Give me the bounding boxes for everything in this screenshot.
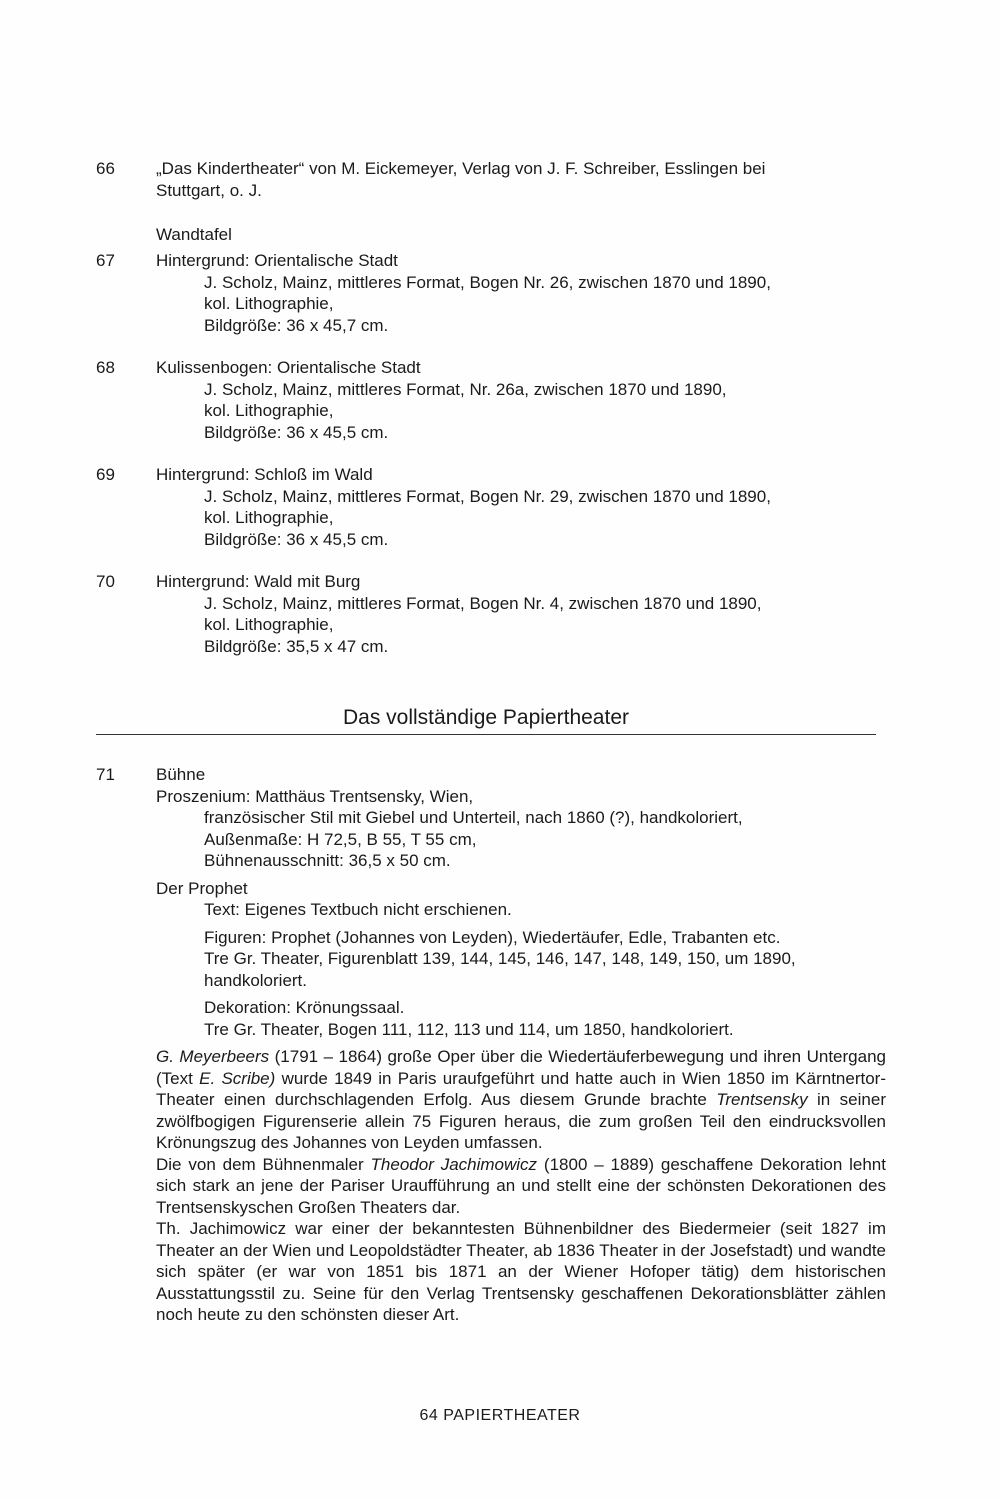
entry-number: 67 [96, 251, 115, 270]
paragraph-meyerbeer [156, 1046, 886, 1154]
entry-detail: kol. Lithographie, [204, 401, 334, 420]
entry-detail: Außenmaße: H 72,5, B 55, T 55 cm, [204, 829, 477, 849]
opera-title: Der Prophet [156, 878, 248, 898]
paragraph-jachimowicz [156, 1154, 886, 1219]
entry-title: Hintergrund: Wald mit Burg [156, 572, 361, 591]
entry-number: 68 [96, 358, 115, 377]
figuren-line: Figuren: Prophet (Johannes von Leyden), Wiedertäufer, Edle, Trabanten etc. [204, 927, 781, 947]
proszenium-line: Proszenium: Matthäus Trentsensky, Wien, [156, 786, 474, 806]
section-heading: Das vollständige Papiertheater [342, 706, 629, 729]
entry-text-line: „Das Kindertheater“ von M. Eickemeyer, Verlag von J. F. Schreiber, Esslingen bei [156, 159, 766, 178]
entry-number: 70 [96, 572, 115, 591]
entry-body [156, 250, 886, 336]
entry-number: 66 [96, 159, 115, 178]
entry-detail: Bildgröße: 36 x 45,7 cm. [204, 315, 389, 335]
entry-detail: französischer Stil mit Giebel und Unterteil, nach 1860 (?), handkoloriert, [204, 808, 743, 827]
entry-body [156, 357, 886, 443]
entry-body [156, 464, 886, 550]
entry-detail: J. Scholz, Mainz, mittleres Format, Bogen Nr. 4, zwischen 1870 und 1890, [204, 593, 762, 613]
entry-body [156, 764, 886, 1326]
entry-title: Hintergrund: Schloß im Wald [156, 465, 373, 484]
entry-detail: kol. Lithographie, [204, 294, 334, 313]
dekoration-line: Tre Gr. Theater, Bogen 111, 112, 113 und 114, um 1850, handkoloriert. [204, 1019, 734, 1039]
entry-body [156, 158, 886, 201]
paragraph-text: in seiner zwölfbogigen Figurenserie allein 75 Figuren heraus, die zum großen Teil den eindrucksvollen Krönungszug des Johannes von Leyden umfassen. [156, 1090, 886, 1152]
entry-detail: J. Scholz, Mainz, mittleres Format, Bogen Nr. 26, zwischen 1870 und 1890, [204, 272, 771, 292]
paragraph-text: (1800 – 1889) geschaffene Dekoration lehnt sich stark an jene der Pariser Uraufführung an und stellt eine der schönsten Dekorationen des Trentsenskyschen Großen Theaters dar. [156, 1154, 886, 1217]
entry-number: 71 [96, 765, 115, 784]
entry-detail: kol. Lithographie, [204, 508, 334, 527]
entry-number: 69 [96, 465, 115, 484]
entry-detail: J. Scholz, Mainz, mittleres Format, Nr. 26a, zwischen 1870 und 1890, [204, 379, 727, 399]
paragraph-text: Die von dem Bühnenmaler [156, 1154, 371, 1174]
entry-detail: Bühnenausschnitt: 36,5 x 50 cm. [204, 851, 451, 870]
entry-text-line [156, 180, 886, 202]
paragraph-text: wurde 1849 in Paris uraufgeführt und hatte auch in Wien 1850 im Kärntnertor-Theater einen durchschlagenden Erfolg. Aus diesem Grunde brachte [156, 1068, 886, 1109]
entry-detail: kol. Lithographie, [204, 615, 334, 634]
entry-detail: J. Scholz, Mainz, mittleres Format, Bogen Nr. 29, zwischen 1870 und 1890, [204, 486, 771, 506]
entry-detail: Bildgröße: 36 x 45,5 cm. [204, 422, 389, 442]
dekoration-line: Dekoration: Krönungssaal. [204, 998, 405, 1017]
paragraph-biedermeier: Th. Jachimowicz war einer der bekanntesten Bühnenbildner des Biedermeier (seit 1827 im Theater an der Wien und Leopoldstädter Theater, ab 1836 Theater in der Josefstadt) und wandte sich später (er war von 1851 bis 1871 an der Wiener Hofoper tätig) dem historischen Ausstattungsstil zu. Seine für den Verlag Trentsensky geschaffenen Dekorationsblätter zählen noch heute zu den schönsten dieser Art. [156, 1219, 886, 1324]
emphasis: G. Meyerbeers [156, 1047, 270, 1066]
subheading-wandtafel: Wandtafel [156, 225, 232, 244]
section-divider [96, 734, 876, 735]
emphasis: E. Scribe) [199, 1068, 276, 1088]
emphasis: Trentsensky [716, 1090, 808, 1109]
entry-text-continuation: Stuttgart, o. J. [156, 180, 262, 200]
entry-body [156, 571, 886, 657]
entry-detail: Bildgröße: 36 x 45,5 cm. [204, 529, 389, 549]
figuren-line: Tre Gr. Theater, Figurenblatt 139, 144, 145, 146, 147, 148, 149, 150, um 1890, [204, 949, 796, 968]
paragraph-text: (1791 – 1864) große Oper über die Wiedertäuferbewegung und ihren Untergang (Text [156, 1047, 886, 1088]
page-footer: 64 PAPIERTHEATER [419, 1407, 581, 1424]
entry-detail: Bildgröße: 35,5 x 47 cm. [204, 636, 389, 656]
entry-title: Kulissenbogen: Orientalische Stadt [156, 358, 421, 377]
entry-title: Bühne [156, 765, 206, 784]
emphasis: Theodor Jachimowicz [370, 1154, 538, 1174]
figuren-line: handkoloriert. [204, 970, 308, 990]
text-note: Text: Eigenes Textbuch nicht erschienen. [204, 900, 512, 919]
entry-title: Hintergrund: Orientalische Stadt [156, 251, 398, 270]
